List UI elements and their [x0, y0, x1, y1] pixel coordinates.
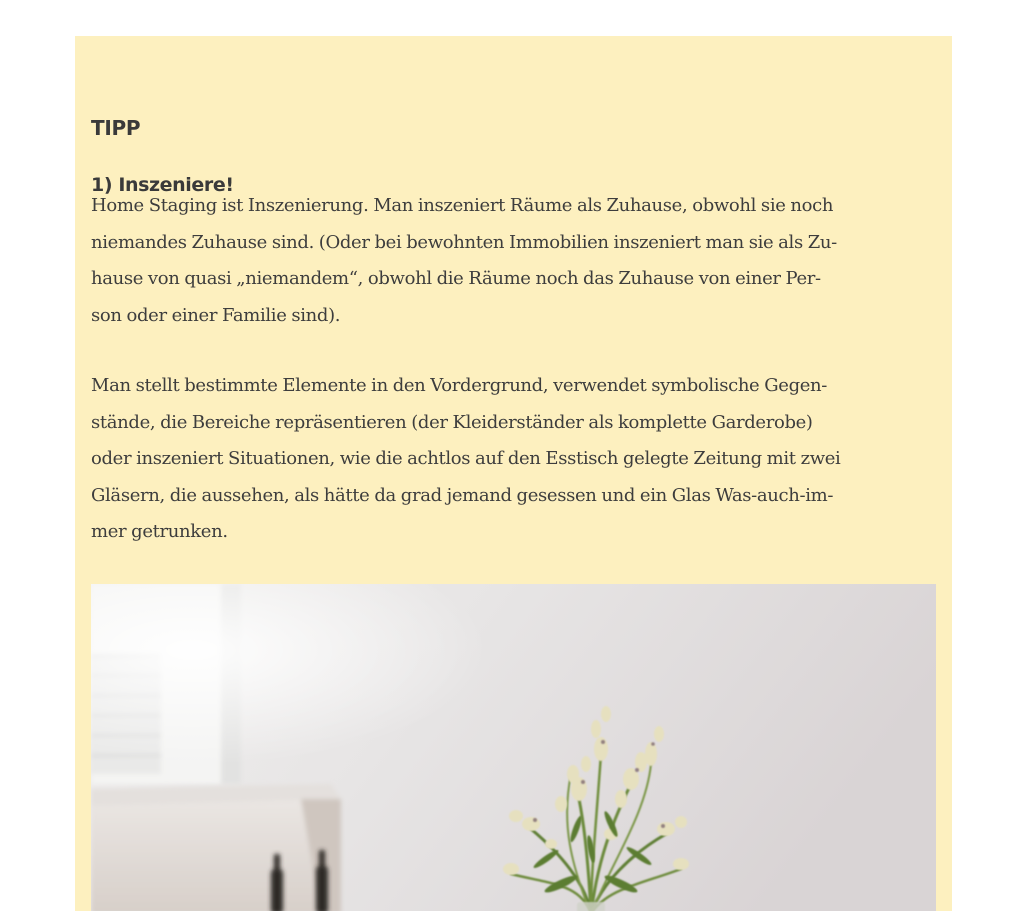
paragraph-line: hause von quasi „niemandem“, obwohl die Räume noch das Zuhause von einer Per-: [91, 268, 821, 289]
tip-heading: 1) Inszeniere!: [91, 174, 234, 196]
photo-illustration: [91, 584, 936, 911]
tip-label: TIPP: [91, 116, 141, 140]
paragraph-line: mer getrunken.: [91, 521, 228, 542]
tip-paragraph-1: [91, 188, 941, 334]
paragraph-line: Gläsern, die aussehen, als hätte da grad jemand gesessen und ein Glas Was-auch-im-: [91, 484, 834, 506]
paragraph-line: niemandes Zuhause sind. (Oder bei bewohnten Immobilien inszeniert man sie als Zu-: [91, 231, 837, 253]
paragraph-line: Man stellt bestimmte Elemente in den Vordergrund, verwendet symbolische Gegen-: [91, 375, 828, 396]
paragraph-line: son oder einer Familie sind).: [91, 304, 341, 326]
paragraph-line: Home Staging ist Inszenierung. Man inszeniert Räume als Zuhause, obwohl sie noch: [91, 195, 834, 216]
flower-vase-photo: [91, 584, 936, 911]
tip-box: [75, 36, 952, 911]
tip-paragraph-2: [91, 368, 941, 551]
paragraph-line: oder inszeniert Situationen, wie die achtlos auf den Esstisch gelegte Zeitung mit zwei: [91, 448, 841, 469]
paragraph-line: stände, die Bereiche repräsentieren (der Kleiderständer als komplette Garderobe): [91, 411, 813, 433]
